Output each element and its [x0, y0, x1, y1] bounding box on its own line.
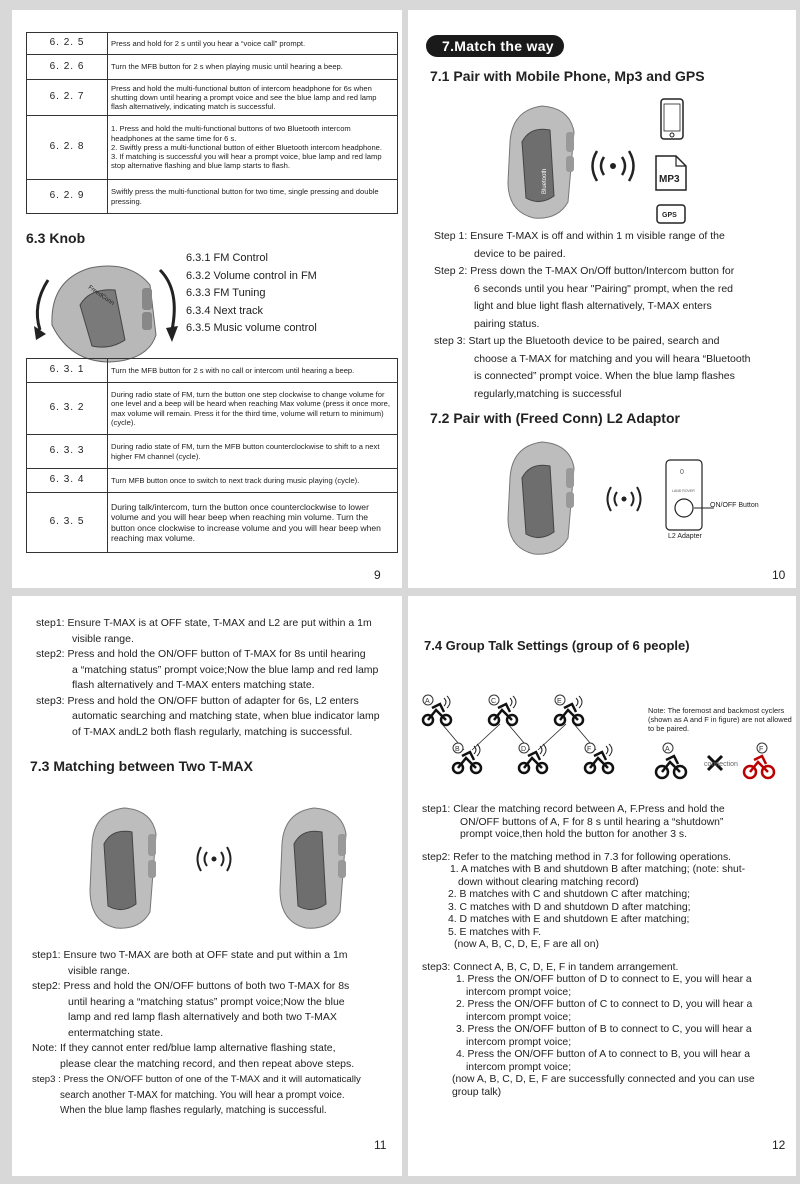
gps-icon	[656, 204, 686, 224]
step-text: Ensure T-MAX is off and within 1 m visible range of the	[470, 230, 725, 242]
section-heading: 7.4 Group Talk Settings (group of 6 people)	[424, 638, 690, 653]
list-item: 1. Press the ON/OFF button of D to connect to E, you will hear a	[456, 974, 752, 985]
step-text: Clear the matching record between A, F.Press and hold the	[453, 804, 725, 815]
link-arrow	[472, 724, 500, 750]
step-text: lamp and red lamp flash alternatively and both two T-MAX	[68, 1011, 337, 1023]
phone-icon	[660, 98, 684, 140]
step-text: search another T-MAX for matching. You will hear a prompt voice.	[60, 1089, 345, 1101]
list-item: 5. E matches with F.	[448, 926, 541, 938]
rider-c-icon	[489, 695, 517, 725]
step-text: flash alternatively and T-MAX enters matching state.	[72, 679, 315, 691]
svg-text:F: F	[759, 746, 764, 753]
list-item: 6.3.4 Next track	[186, 304, 264, 317]
step-text: ON/OFF buttons of A, F for 8 s until hearing a “shutdown”	[460, 816, 724, 828]
knob-functions-list	[186, 250, 317, 338]
step-text: is connected” prompt voice. When the blue lamp flashes	[474, 370, 735, 382]
row-num: 6. 2. 6	[27, 55, 108, 80]
rider-letter: F	[587, 746, 592, 753]
mp3-file-icon	[654, 154, 688, 192]
row-num: 6. 3. 2	[27, 383, 108, 435]
step-lead: step1:	[36, 617, 68, 629]
step-text: Press down the T-MAX On/Off button/Intercom button for	[470, 265, 735, 277]
mp3-label: MP3	[659, 174, 680, 185]
headset-device-image	[500, 102, 580, 222]
section-heading: 7.3 Matching between Two T-MAX	[30, 758, 253, 774]
row-text: Turn MFB button once to switch to next track during music playing (cycle).	[108, 469, 398, 493]
row-text: Turn the MFB button for 2 s when playing music until hearing a beep.	[108, 55, 398, 80]
step-text: Connect A, B, C, D, E, F in tandem arrangement.	[453, 961, 679, 973]
step-text: a “matching status” prompt voice;Now the blue lamp and red lamp	[72, 663, 379, 676]
step-text: automatic searching and matching state, when blue indicator lamp	[72, 710, 380, 722]
row-text: Press and hold for 2 s until you hear a “voice call” prompt.	[108, 33, 398, 55]
row-num: 6. 3. 1	[27, 359, 108, 383]
group-talk-note: Note: The foremost and backmost cyclers (shown as A and F in figure) are not allowed to be paired.	[648, 706, 792, 733]
device-label: FreedConn	[86, 284, 115, 307]
step-text: Ensure T-MAX is at OFF state, T-MAX and L2 are put within a 1m	[67, 617, 372, 629]
step-text: until hearing a “matching status” prompt voice;Now the blue	[68, 995, 345, 1008]
onoff-button[interactable]	[675, 499, 693, 517]
spec-table-6-2	[26, 32, 398, 214]
step-text: choose a T-MAX for matching and you will heara “Bluetooth	[474, 352, 751, 365]
list-item: 1. A matches with B and shutdown B after matching; (note: shut-	[450, 864, 746, 875]
step-text: Start up the Bluetooth device to be paired, search and	[468, 335, 720, 347]
step-text: If they cannot enter red/blue lamp alternative flashing state,	[60, 1042, 336, 1054]
row-num: 6. 2. 5	[27, 33, 108, 55]
page-number: 9	[374, 568, 381, 582]
l2-pairing-steps	[36, 616, 396, 740]
list-item: 6.3.3 FM Tuning	[186, 287, 266, 299]
step-text: light and blue light flash alternatively, T-MAX enters	[474, 300, 712, 312]
no-connection-diagram	[652, 742, 782, 782]
section-heading: 7.1 Pair with Mobile Phone, Mp3 and GPS	[430, 68, 705, 84]
list-item: 1. Press and hold the multi-functional buttons of two Bluetooth intercom headphones at the same time for 6 s.	[111, 124, 351, 143]
adapter-label: L2 Adapter	[668, 533, 702, 540]
wireless-signal-icon	[604, 484, 644, 514]
gps-label: GPS	[662, 212, 677, 219]
link-arrow	[538, 724, 566, 750]
step-lead: step 3:	[434, 335, 469, 347]
adapter-zero: 0	[680, 469, 684, 476]
page-number: 10	[772, 568, 786, 582]
step-lead: step2:	[36, 648, 68, 660]
step-text: prompt voice,then hold the button for another 3 s.	[460, 829, 688, 840]
step-text: Press and hold the ON/OFF button of adapter for 6s, L2 enters	[67, 694, 359, 707]
step-text: regularly,matching is successful	[474, 387, 622, 400]
pairing-steps	[434, 228, 794, 403]
page-9	[12, 10, 402, 588]
step-lead: Step 2:	[434, 265, 471, 277]
step-lead: step3:	[36, 694, 68, 707]
step-text: Press and hold the ON/OFF button of T-MAX for 8s until hearing	[67, 648, 366, 660]
list-item: 4. Press the ON/OFF button of A to connect to B, you will hear a	[456, 1049, 750, 1060]
row-num: 6. 2. 9	[27, 180, 108, 214]
list-item: 6.3.1 FM Control	[186, 252, 268, 264]
page-10	[408, 10, 796, 588]
rider-a-icon	[656, 743, 686, 778]
wireless-signal-icon	[588, 146, 638, 186]
section-heading: 6.3 Knob	[26, 230, 86, 246]
page-11	[12, 596, 402, 1176]
step-lead: step1:	[32, 949, 64, 961]
rider-letter: E	[557, 698, 562, 705]
list-item: 6.3.5 Music volume control	[186, 322, 317, 334]
list-item: down without clearing matching record)	[458, 876, 639, 888]
page-number: 12	[772, 1138, 786, 1152]
svg-text:A: A	[665, 746, 670, 753]
step-text: pairing status.	[474, 317, 540, 330]
list-item: 2. Press the ON/OFF button of C to connect to D, you will hear a	[456, 999, 753, 1010]
section-heading: 7.2 Pair with (Freed Conn) L2 Adaptor	[430, 410, 680, 426]
rider-letter: C	[491, 698, 497, 705]
list-item: 6.3.2 Volume control in FM	[186, 269, 317, 282]
list-item: (now A, B, C, D, E, F are successfully connected and you can use	[452, 1074, 755, 1085]
group-talk-steps	[422, 804, 794, 1099]
row-num: 6. 3. 4	[27, 469, 108, 493]
step-text: of T-MAX andL2 both flash regularly, matching is successful.	[72, 725, 353, 738]
rider-a-icon	[423, 695, 451, 725]
headset-device-image	[82, 804, 162, 934]
list-item: 3. Press the ON/OFF button of B to connect to C, you will hear a	[456, 1024, 752, 1035]
row-text: Press and hold the multi-functional button of intercom headphone for 6s when shutting down until hearing a prompt voice and see the blue lamp and red lamp flash alternatively, indicating match is successful.	[108, 80, 398, 116]
list-item: group talk)	[452, 1086, 502, 1098]
list-item: 2. Swiftly press a multi-functional button of either Bluetooth intercom headphone.	[111, 142, 382, 152]
rider-e-icon	[555, 695, 583, 725]
spec-table-6-3	[26, 358, 398, 553]
step-text: Press the ON/OFF button of one of the T-MAX and it will automatically	[63, 1074, 361, 1085]
step-text: entermatching state.	[68, 1026, 164, 1039]
headset-device-image	[500, 438, 580, 558]
step-lead: step1:	[422, 804, 454, 815]
rider-b-icon	[453, 743, 481, 773]
step-text: Refer to the matching method in 7.3 for following operations.	[453, 851, 732, 863]
rider-letter: A	[425, 698, 430, 705]
step-text: please clear the matching record, and then repeat above steps.	[60, 1057, 355, 1070]
step-text: Ensure two T-MAX are both at OFF state and put within a 1m	[63, 949, 348, 961]
l2-adapter-image	[664, 458, 704, 532]
bluetooth-label: Bluetooth	[542, 168, 548, 194]
list-item: intercom prompt voice;	[466, 986, 572, 998]
step-lead: Note:	[32, 1042, 61, 1054]
step-text: Press and hold the ON/OFF buttons of both two T-MAX for 8s	[63, 980, 350, 992]
row-text: Turn the MFB button for 2 s with no call or intercom until hearing a beep.	[108, 359, 398, 383]
row-text: Swiftly press the multi-functional button for two time, single pressing and double pressing.	[108, 180, 398, 214]
headset-device-image	[272, 804, 352, 934]
list-item: intercom prompt voice;	[466, 1036, 572, 1048]
step-lead: Step 1:	[434, 230, 471, 242]
step-lead: step2:	[422, 851, 454, 863]
list-item: 4. D matches with E and shutdown E after matching;	[448, 914, 690, 925]
rider-f-icon	[744, 743, 774, 778]
adapter-logo: LAND ROVER	[672, 489, 695, 493]
page-number: 11	[374, 1138, 387, 1152]
group-talk-diagram	[418, 692, 648, 782]
wireless-signal-icon	[194, 844, 234, 874]
row-num: 6. 3. 5	[27, 493, 108, 553]
rider-f-icon	[585, 743, 613, 773]
rider-letter: D	[521, 746, 527, 753]
connection-label: connection	[704, 761, 738, 768]
rider-d-icon	[519, 743, 547, 773]
row-text: During talk/intercom, turn the button once counterclockwise to lower volume and you will hear beep when reaching min volume. Turn the button once clockwise to increase volume and you will hear beep when reaching max volume.	[108, 493, 398, 553]
step-text: 6 seconds until you hear "Pairing" prompt, when the red	[474, 282, 734, 295]
row-text: During radio state of FM, turn the MFB button counterclockwise to shift to a next higher FM channel (cycle).	[108, 435, 398, 469]
chapter-banner: 7.Match the way	[426, 35, 564, 57]
onoff-label: ON/OFF Button	[710, 502, 759, 509]
row-text: During radio state of FM, turn the button one step clockwise to change volume for one level and a beep will be heard when reaching Max volume (press it once more, max volume will remain. Press it for the third time, volume will return to minimum) (cycle).	[108, 383, 398, 435]
tmax-matching-steps	[32, 948, 394, 1119]
knob-device-illustration	[30, 250, 190, 370]
step-text: When the blue lamp flashes regularly, matching is successful.	[60, 1105, 327, 1116]
page-12	[408, 596, 796, 1176]
row-num: 6. 3. 3	[27, 435, 108, 469]
row-num: 6. 2. 7	[27, 80, 108, 116]
list-item: 3. C matches with D and shutdown D after matching;	[448, 901, 691, 913]
row-num: 6. 2. 8	[27, 116, 108, 180]
rider-letter: B	[455, 746, 460, 753]
step-lead: step2:	[32, 980, 64, 992]
step-lead: step3:	[422, 961, 454, 973]
list-item: intercom prompt voice;	[466, 1061, 572, 1073]
list-item: 2. B matches with C and shutdown C after matching;	[448, 889, 690, 900]
list-item: intercom prompt voice;	[466, 1011, 572, 1023]
list-item: (now A, B, C, D, E, F are all on)	[454, 939, 599, 950]
row-text-list	[108, 116, 398, 180]
step-lead: step3 :	[32, 1074, 64, 1085]
step-text: visible range.	[72, 632, 134, 645]
step-text: device to be paired.	[474, 247, 566, 260]
step-text: visible range.	[68, 964, 130, 977]
list-item: 3. If matching is successful you will hear a prompt voice, blue lamp and red lamp stop alternative flashing and blue lamp starts to flash.	[111, 152, 382, 171]
